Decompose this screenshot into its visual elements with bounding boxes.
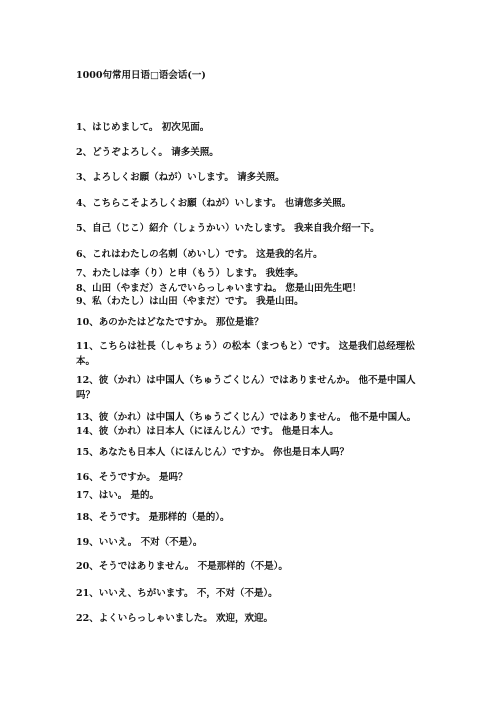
phrase-line-18: 18、そうです。 是那样的（是的）。 (76, 512, 230, 523)
phrase-line-14: 14、彼（かれ）は日本人（にほんじん）です。 他是日本人。 (76, 426, 339, 437)
phrase-line-17: 17、はい。 是的。 (76, 490, 160, 501)
phrase-line-16: 16、そうですか。 是吗？ (76, 472, 188, 483)
phrase-line-20: 20、そうではありません。 不是那样的（不是）。 (76, 561, 288, 572)
phrase-line-9: 9、私（わたし）は山田（やまだ）です。 我是山田。 (76, 296, 304, 307)
phrase-line-21: 21、いいえ、ちがいます。 不，不对（不是）。 (76, 588, 278, 599)
phrase-line-10: 10、あのかたはどなたですか。 那位是谁？ (76, 317, 264, 328)
phrase-line-22: 22、よくいらっしゃいました。 欢迎，欢迎。 (76, 613, 274, 624)
phrase-line-7: 7、わたしは李（り）と申（もう）します。 我姓李。 (76, 268, 304, 279)
phrase-line-5: 5、自己（じこ）紹介（しょうかい）いたします。 我来自我介绍一下。 (76, 223, 380, 234)
phrase-line-19: 19、いいえ。 不对（不是）。 (76, 537, 203, 548)
phrase-line-2: 2、どうぞよろしく。 请多关照。 (76, 147, 219, 158)
phrase-line-12: 12、彼（かれ）は中国人（ちゅうごくじん）ではありませんか。 他不是中国人吗？ (76, 375, 416, 401)
phrase-line-1: 1、はじめまして。 初次见面。 (76, 122, 210, 133)
phrase-line-6: 6、これはわたしの名刺（めいし）です。 这是我的名片。 (76, 249, 323, 260)
phrase-line-3: 3、よろしくお願（ねが）いします。 请多关照。 (76, 172, 285, 183)
document-title: 1000句常用日语□语会话(一) (76, 70, 206, 81)
phrase-line-13: 13、彼（かれ）は中国人（ちゅうごくじん）ではありません。 他不是中国人。 (76, 412, 417, 423)
phrase-line-4: 4、こちらこそよろしくお願（ねが）いします。 也请您多关照。 (76, 198, 352, 209)
phrase-line-15: 15、あなたも日本人（にほんじん）ですか。 你也是日本人吗？ (76, 447, 350, 458)
phrase-line-8: 8、山田（やまだ）さんでいらっしゃいますね。 您是山田先生吧！ (76, 283, 362, 294)
phrase-line-11: 11、こちらは社長（しゃちょう）の松本（まつもと）です。 这是我们总经理松本。 (76, 341, 415, 367)
